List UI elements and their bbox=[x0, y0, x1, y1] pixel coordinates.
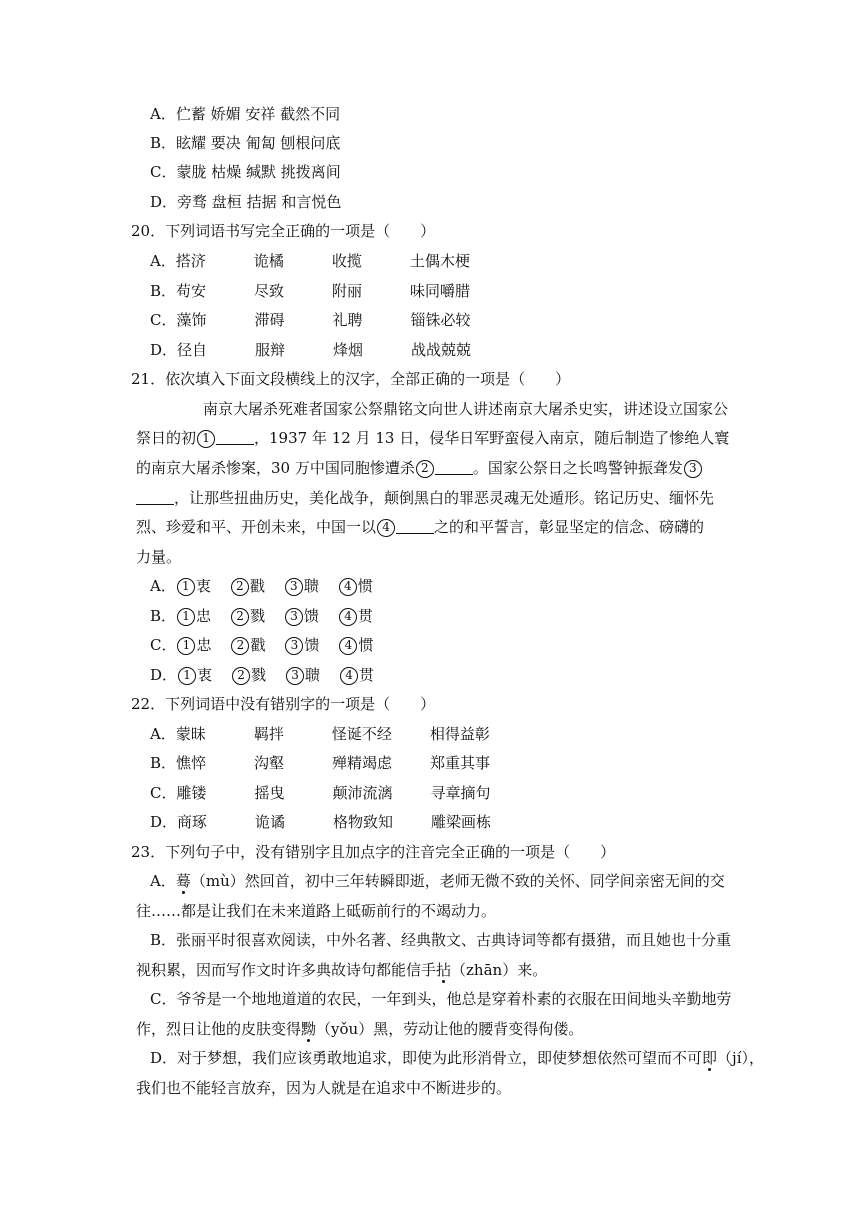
q23-option-c: C．爷爷是一个地地道道的农民，一年到头，他总是穿着朴素的衣服在田间地头辛勤地劳 bbox=[150, 990, 732, 1008]
q21-passage-line: 南京大屠杀死难者国家公祭鼎铭文向世人讲述南京大屠杀史实，讲述设立国家公 bbox=[203, 400, 729, 418]
q22-option-d: D．商琢 诡谲 格物致知 雕梁画栋 bbox=[150, 813, 492, 831]
q21-option-b: B． 1 忠 2 戮 3 馈 4 贯 bbox=[150, 607, 374, 625]
q23-stem: 23．下列句子中，没有错别字且加点字的注音完全正确的一项是（ ） bbox=[131, 843, 616, 861]
q23-option-c-cont: 作，烈日让他的皮肤变得黝（yǒu）黑，劳动让他的腰背变得佝偻。 bbox=[136, 1020, 584, 1038]
q21-passage-line: 烈、珍爱和平、开创未来，中国一以 4 之的和平誓言，彰显坚定的信念、磅礴的 bbox=[136, 518, 705, 536]
q19-option-a: A．伫蓄 娇媚 安祥 截然不同 bbox=[150, 105, 341, 123]
dotted-char: 蓦 bbox=[175, 872, 191, 890]
q20-stem: 20．下列词语书写完全正确的一项是（ ） bbox=[131, 222, 436, 240]
q21-option-c: C． 1 忠 2 戳 3 馈 4 惯 bbox=[150, 636, 374, 654]
circled-number: 2 bbox=[416, 460, 434, 478]
q22-option-c: C．雕镂 摇曳 颠沛流漓 寻章摘句 bbox=[150, 784, 491, 802]
dotted-char: 即 bbox=[702, 1049, 718, 1067]
q23-option-d: D．对于梦想，我们应该勇敢地追求，即使为此形消骨立，即使梦想依然可望而不可即（jí）， bbox=[150, 1049, 764, 1067]
circled-number: 4 bbox=[377, 519, 395, 537]
q19-option-c: C．蒙胧 枯燥 缄默 挑拨离间 bbox=[150, 163, 341, 181]
fill-blank bbox=[396, 519, 434, 534]
q21-passage-line: ，让那些扭曲历史，美化战争，颠倒黑白的罪恶灵魂无处遁形。铭记历史、缅怀先 bbox=[136, 488, 714, 508]
fill-blank bbox=[216, 430, 254, 445]
q23-option-b: B．张丽平时很喜欢阅读，中外名著、经典散文、古典诗词等都有摄猎，而且她也十分重 bbox=[150, 931, 732, 949]
circled-number: 3 bbox=[684, 460, 702, 478]
q23-option-a: A．蓦（mù）然回首，初中三年转瞬即逝，老师无微不致的关怀、同学间亲密无间的交 bbox=[150, 872, 725, 890]
fill-blank bbox=[136, 490, 174, 505]
q19-option-d: D．旁骛 盘桓 拮据 和言悦色 bbox=[150, 193, 342, 211]
q22-option-a: A．蒙昧 羁拌 怪诞不经 相得益彰 bbox=[150, 725, 490, 743]
q22-option-b: B．憔悴 沟壑 殚精竭虑 郑重其事 bbox=[150, 754, 491, 772]
q21-passage-line: 祭日的初 1 ，1937 年 12 月 13 日，侵华日军野蛮侵入南京，随后制造了惨绝人寰 bbox=[136, 429, 730, 447]
q20-option-a: A．搭济 诡橘 收揽 土偶木梗 bbox=[150, 252, 470, 270]
fill-blank bbox=[435, 460, 473, 475]
q23-option-d-cont: 我们也不能轻言放弃，因为人就是在追求中不断进步的。 bbox=[136, 1079, 512, 1097]
q22-stem: 22．下列词语中没有错别字的一项是（ ） bbox=[131, 695, 436, 713]
q21-option-a: A． 1 衷 2 戳 3 聩 4 惯 bbox=[150, 577, 373, 595]
q23-option-a-cont: 往……都是让我们在未来道路上砥砺前行的不竭动力。 bbox=[136, 902, 497, 920]
q21-passage-line: 的南京大屠杀惨案，30 万中国同胞惨遭杀 2 。国家公祭日之长鸣警钟振聋发 3 bbox=[136, 458, 703, 478]
dotted-char: 拈 bbox=[436, 961, 452, 979]
q21-stem: 21．依次填入下面文段横线上的汉字，全部正确的一项是（ ） bbox=[131, 370, 571, 388]
q20-option-c: C．藻饰 滞碍 礼聘 锱铢必较 bbox=[150, 311, 471, 329]
q21-passage-line: 力量。 bbox=[136, 548, 182, 566]
q23-option-b-cont: 视积累，因而写作文时许多典故诗句都能信手拈（zhān）来。 bbox=[136, 961, 548, 979]
q21-option-d: D． 1 衷 2 戮 3 聩 4 贯 bbox=[150, 666, 375, 684]
circled-number: 1 bbox=[197, 430, 215, 448]
q20-option-d: D．径自 服辩 烽烟 战战兢兢 bbox=[150, 341, 472, 359]
q19-option-b: B．眩耀 要决 匍匐 刨根问底 bbox=[150, 134, 341, 152]
q20-option-b: B．苟安 尽致 附丽 味同嚼腊 bbox=[150, 282, 471, 300]
dotted-char: 黝 bbox=[301, 1020, 317, 1038]
